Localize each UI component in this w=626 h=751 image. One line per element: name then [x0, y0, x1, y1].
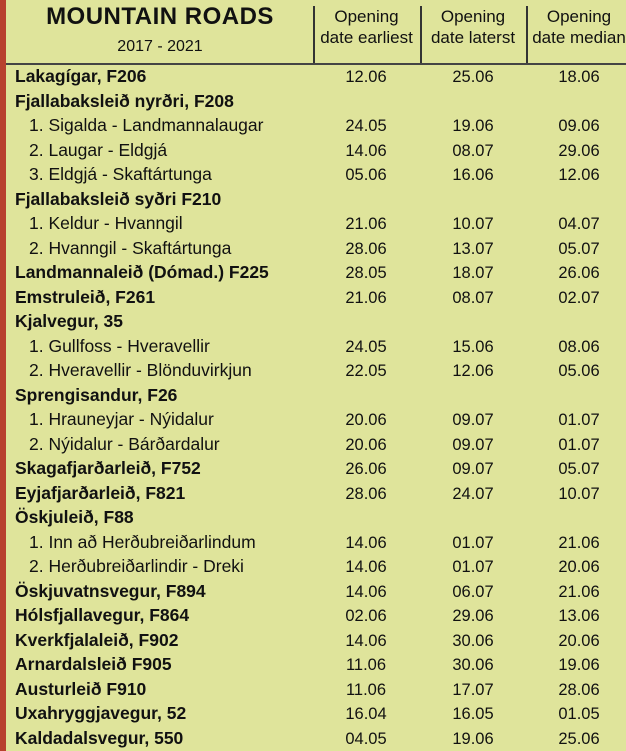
table-row: [6, 579, 626, 604]
opening-latest-value: 01.07: [452, 533, 494, 552]
opening-latest-value: 01.07: [452, 558, 494, 576]
opening-median-value: 19.06: [558, 656, 600, 674]
road-name: 2. Herðubreiðarlindir - Dreki: [29, 556, 244, 576]
opening-latest-value: 16.06: [452, 166, 494, 184]
opening-earliest-value: 14.06: [345, 631, 387, 650]
table-row: [6, 554, 626, 579]
table-row: [6, 285, 626, 310]
table-row: [6, 211, 626, 236]
road-name: Eyjafjarðarleið, F821: [15, 482, 186, 503]
opening-latest-value: 25.06: [452, 68, 494, 86]
opening-latest-value: 16.05: [452, 705, 494, 723]
column-divider: [526, 6, 528, 63]
opening-latest-value: 15.06: [452, 337, 494, 356]
road-name: 3. Eldgjá - Skaftártunga: [29, 164, 212, 184]
opening-median-value: 21.06: [558, 582, 600, 601]
road-name: 2. Hvanngil - Skaftártunga: [29, 237, 232, 258]
opening-latest-value: 09.07: [452, 460, 494, 478]
opening-median-value: 04.07: [558, 215, 600, 233]
opening-earliest-value: 20.06: [345, 435, 387, 454]
header-opening-median: Opening date median: [532, 7, 626, 47]
road-name: Sprengisandur, F26: [15, 384, 178, 405]
opening-earliest-value: 11.06: [345, 680, 387, 699]
road-name: 2. Nýidalur - Bárðardalur: [29, 433, 220, 454]
table-row: [6, 89, 626, 114]
road-name: Uxahryggjavegur, 52: [15, 703, 187, 723]
opening-earliest-value: 14.06: [345, 558, 387, 576]
opening-median-value: 09.06: [558, 117, 600, 135]
opening-earliest-value: 04.05: [345, 729, 387, 748]
opening-earliest-value: 24.05: [345, 117, 387, 135]
table-row: [6, 505, 626, 530]
opening-latest-value: 12.06: [452, 362, 494, 380]
table-row: [6, 628, 626, 653]
year-range: 2017 - 2021: [117, 38, 203, 55]
opening-earliest-value: 22.05: [345, 362, 387, 380]
road-name: 2. Hveravellir - Blönduvirkjun: [29, 360, 252, 380]
opening-earliest-value: 14.06: [345, 141, 387, 160]
road-name: 2. Laugar - Eldgjá: [29, 139, 168, 160]
road-name: 1. Sigalda - Landmannalaugar: [29, 115, 264, 135]
opening-median-value: 08.06: [558, 337, 600, 356]
table-row: [6, 726, 626, 751]
opening-latest-value: 18.07: [452, 264, 494, 282]
opening-earliest-value: 14.06: [345, 533, 387, 552]
road-name: Arnardalsleið F905: [15, 654, 172, 674]
column-divider: [313, 6, 315, 63]
opening-median-value: 25.06: [558, 729, 600, 748]
opening-latest-value: 09.07: [452, 411, 494, 429]
road-name: 1. Inn að Herðubreiðarlindum: [29, 531, 256, 552]
road-name: Austurleið F910: [15, 678, 147, 699]
mountain-roads-panel: [6, 0, 626, 751]
page-title: MOUNTAIN ROADS: [46, 3, 274, 30]
road-name: Kjalvegur, 35: [15, 311, 123, 331]
opening-median-value: 18.06: [558, 68, 600, 86]
opening-latest-value: 08.07: [452, 288, 494, 307]
opening-earliest-value: 12.06: [345, 68, 387, 86]
table-row: [6, 432, 626, 457]
opening-median-value: 01.07: [558, 411, 600, 429]
opening-median-value: 26.06: [558, 264, 600, 282]
road-name: Skagafjarðarleið, F752: [15, 458, 201, 478]
table-row: [6, 652, 626, 677]
opening-earliest-value: 05.06: [345, 166, 387, 184]
opening-earliest-value: 02.06: [345, 607, 387, 625]
opening-latest-value: 19.06: [452, 117, 494, 135]
opening-median-value: 29.06: [558, 141, 600, 160]
table-row: [6, 383, 626, 408]
table-row: [6, 309, 626, 334]
opening-earliest-value: 20.06: [345, 411, 387, 429]
opening-latest-value: 08.07: [452, 141, 494, 160]
opening-earliest-value: 28.06: [345, 484, 387, 503]
table-row: [6, 481, 626, 506]
opening-earliest-value: 21.06: [345, 215, 387, 233]
road-name: Kverkfjalaleið, F902: [15, 629, 179, 650]
road-name: Fjallabaksleið nyrðri, F208: [15, 90, 234, 111]
opening-earliest-value: 28.05: [345, 264, 387, 282]
table-row: [6, 113, 626, 138]
table-row: [6, 677, 626, 702]
opening-median-value: 02.07: [558, 288, 600, 307]
road-name: Öskjuleið, F88: [15, 507, 134, 527]
opening-median-value: 21.06: [558, 533, 600, 552]
road-name: Öskjuvatnsvegur, F894: [15, 580, 206, 601]
road-name: Emstruleið, F261: [15, 286, 156, 307]
opening-median-value: 05.07: [558, 460, 600, 478]
opening-latest-value: 06.07: [452, 582, 494, 601]
table-row: [6, 334, 626, 359]
opening-median-value: 10.07: [558, 484, 600, 503]
opening-median-value: 01.07: [558, 435, 600, 454]
road-name: 1. Hrauneyjar - Nýidalur: [29, 409, 214, 429]
opening-median-value: 13.06: [558, 607, 600, 625]
table-row: [6, 187, 626, 212]
road-name: Landmannaleið (Dómad.) F225: [15, 262, 269, 282]
header-opening-earliest: Opening date earliest: [320, 7, 413, 47]
opening-median-value: 12.06: [558, 166, 600, 184]
road-name: 1. Keldur - Hvanngil: [29, 213, 183, 233]
road-name: Hólsfjallavegur, F864: [15, 605, 190, 625]
table-row: [6, 138, 626, 163]
opening-latest-value: 09.07: [452, 435, 494, 454]
road-name: Lakagígar, F206: [15, 66, 147, 86]
opening-earliest-value: 28.06: [345, 239, 387, 258]
table-row: [6, 701, 626, 726]
opening-earliest-value: 16.04: [345, 705, 387, 723]
opening-latest-value: 10.07: [452, 215, 494, 233]
opening-latest-value: 13.07: [452, 239, 494, 258]
opening-latest-value: 24.07: [452, 484, 494, 503]
opening-median-value: 20.06: [558, 558, 600, 576]
opening-latest-value: 19.06: [452, 729, 494, 748]
opening-latest-value: 17.07: [452, 680, 494, 699]
table-row: [6, 64, 626, 89]
table-row: [6, 162, 626, 187]
header-opening-latest: Opening date laterst: [430, 7, 516, 47]
table-row: [6, 456, 626, 481]
table-row: [6, 530, 626, 555]
opening-earliest-value: 24.05: [345, 337, 387, 356]
opening-earliest-value: 26.06: [345, 460, 387, 478]
table-body: [6, 64, 626, 750]
opening-earliest-value: 14.06: [345, 582, 387, 601]
opening-latest-value: 30.06: [452, 631, 494, 650]
road-name: Kaldadalsvegur, 550: [15, 727, 184, 748]
road-name: 1. Gullfoss - Hveravellir: [29, 335, 210, 356]
opening-latest-value: 30.06: [452, 656, 494, 674]
opening-latest-value: 29.06: [452, 607, 494, 625]
column-divider: [420, 6, 422, 63]
table-header: [6, 0, 626, 66]
opening-median-value: 01.05: [558, 705, 600, 723]
opening-median-value: 05.07: [558, 239, 600, 258]
table-row: [6, 358, 626, 383]
opening-earliest-value: 11.06: [345, 656, 387, 674]
table-row: [6, 260, 626, 285]
opening-earliest-value: 21.06: [345, 288, 387, 307]
table-row: [6, 603, 626, 628]
opening-median-value: 05.06: [558, 362, 600, 380]
road-name: Fjallabaksleið syðri F210: [15, 188, 222, 209]
table-row: [6, 236, 626, 261]
opening-median-value: 20.06: [558, 631, 600, 650]
opening-median-value: 28.06: [558, 680, 600, 699]
table-row: [6, 407, 626, 432]
